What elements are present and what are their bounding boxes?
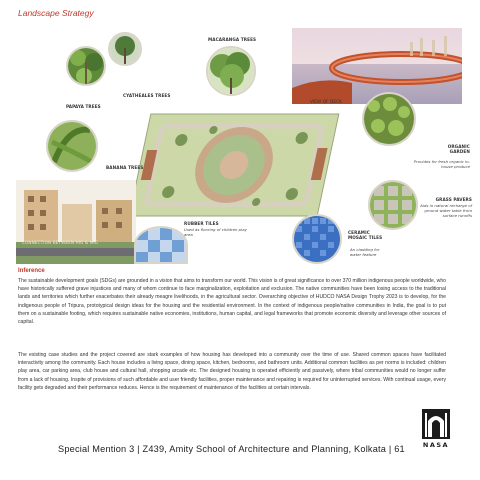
nasa-logo: [419, 407, 453, 453]
macaranga-label: MACARANGA TREES: [208, 37, 257, 42]
inference-paragraph-1: The sustainable development goals (SDGs) are grounded in a vision that aims to transform our world. This vision is of great significance to over 370 million indigenous people worldwide, who have historically suffered grave injustices and many of whom continue to face marginalization, exploitation and exclusion. The native communities have been losing access to the traditional lands and territories which further exacerbates their already meagre livelihoods, in the agricultural sector. Overarching objective of HUDCO NASA Design Trophy 2023 is to develop, for the indigenous people of Tripura, prototypical design ideas for the housing and the residential environment. In the context of indigenous people/native communities in India, the goal is to put them on a sustainable footing, which requires sustainable native economies, institutions, human capital, and legal frameworks that promote economic diversity and leverage other sources of capital.: [18, 278, 446, 326]
cyathaeles-label: CYATHEALES TREES: [123, 93, 171, 98]
macaranga-photo: [206, 46, 256, 96]
footer-credit: Special Mention 3 | Z439, Amity School of Architecture and Planning, Kolkata | 61: [58, 444, 405, 454]
inference-heading: Inference: [18, 268, 45, 274]
grass-title: GRASS PAVERS: [435, 197, 472, 202]
grass-pavers-photo: [368, 180, 418, 230]
building-render: [16, 180, 136, 264]
cyathaeles-photo: [108, 32, 142, 66]
inference-paragraph-2: The existing case studies and the project covered are stark examples of how housing has developed into a community over the time of use. Shared common spaces have facilitated interactivity among the community. Each house includes a living space, dining space, kitchen, bedrooms, and bathroom units. Additional common facilities as per norms is included: children play area, car parking area, club house and cultural hall, shopping arcade etc. The designed housing is operated efficiently and passively, where tribal communities would no longer suffer from a lack of housing. Inspite of provisions of such affordable and user friendly facilities, proper maintenance and repairing is required for uninterrupted services. With continual usage, every facility gets degraded and their performance reduces. Hence is the requirement of maintenance of the facilities at certain intervals.: [18, 352, 446, 391]
deck-photo: [292, 28, 462, 104]
rubber-tiles-photo: [134, 226, 188, 264]
organic-title: ORGANIC GARDEN: [447, 144, 470, 154]
nasa-logo-text: NASA: [422, 441, 450, 449]
rubber-title: RUBBER TILES: [184, 221, 219, 226]
banana-label: BANANA TREES: [106, 165, 144, 170]
grass-desc: Aids in natural recharge of ground water table from surface runoffs: [420, 203, 472, 218]
site-plan: [124, 110, 343, 220]
ceramic-tiles-photo: [292, 214, 342, 264]
banana-photo: [46, 120, 98, 172]
papaya-label: PAPAYA TREES: [66, 104, 101, 109]
organic-garden-photo: [362, 92, 416, 146]
papaya-photo: [66, 46, 106, 86]
ceramic-title: CERAMIC MOSAIC TILES: [348, 230, 383, 240]
page-title: Landscape Strategy: [18, 8, 94, 18]
ceramic-desc: An cladding for water feature: [350, 247, 380, 257]
landscape-board: [16, 24, 472, 264]
rubber-desc: Used as flooring of children play area: [184, 227, 247, 237]
view-deck-label: VIEW OF DECK: [310, 99, 342, 104]
connection-label: CONNECTION BETWEEN HIG & MIG: [22, 240, 99, 245]
organic-desc: Provides for fresh organic in-house produce: [413, 159, 470, 169]
